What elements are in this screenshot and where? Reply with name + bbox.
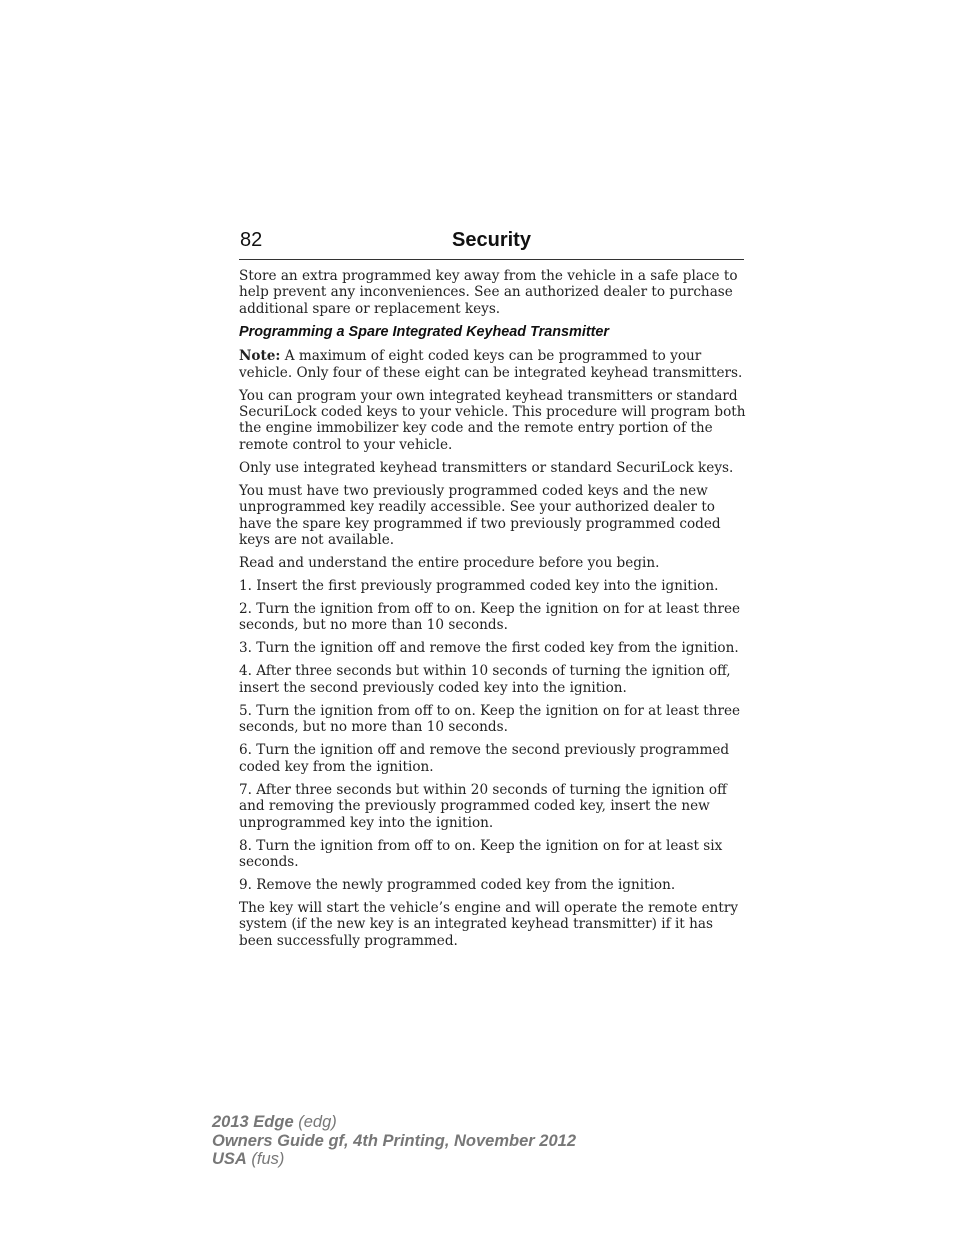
- procedure-step: 5. Turn the ignition from off to on. Keep the ignition on for at least three seconds, but no more than 10 seconds.: [239, 702, 741, 736]
- intro-paragraph: Store an extra programmed key away from the vehicle in a safe place to help prevent any inconveniences. See an authorized dealer to purchase additional spare or replacement keys.: [239, 268, 738, 317]
- page-number: 82: [240, 229, 263, 251]
- body-content: [239, 268, 747, 956]
- page-header: [239, 228, 744, 260]
- body-paragraph: You can program your own integrated keyhead transmitters or standard SecuriLock coded keys to your vehicle. This procedure will program both the engine immobilizer key code and the remote entry portion of the remote control to your vehicle.: [239, 387, 746, 453]
- note-label: Note:: [239, 348, 281, 365]
- procedure-step: 1. Insert the first previously programmed coded key into the ignition.: [239, 578, 719, 595]
- procedure-step: 2. Turn the ignition from off to on. Keep the ignition on for at least three seconds, but no more than 10 seconds.: [239, 601, 741, 634]
- footer-model-code: (edg): [293, 1113, 337, 1131]
- procedure-step: 9. Remove the newly programmed coded key from the ignition.: [239, 876, 676, 893]
- subheading: Programming a Spare Integrated Keyhead Transmitter: [239, 324, 610, 341]
- footer-model: 2013 Edge: [212, 1113, 294, 1131]
- footer-market: USA: [212, 1150, 247, 1169]
- closing-paragraph: The key will start the vehicle’s engine and will operate the remote entry system (if the new key is an integrated keyhead transmitter) if it has been successfully programmed.: [239, 899, 739, 949]
- footer-line-market: [212, 1150, 576, 1169]
- footer-market-code: (fus): [246, 1150, 285, 1169]
- body-paragraph: Only use integrated keyhead transmitters or standard SecuriLock keys.: [239, 459, 734, 476]
- procedure-step: 6. Turn the ignition off and remove the second previously programmed coded key from the ignition.: [239, 742, 730, 775]
- procedure-step: 8. Turn the ignition from off to on. Keep the ignition on for at least six seconds.: [239, 837, 723, 870]
- procedure-step: 3. Turn the ignition off and remove the first coded key from the ignition.: [239, 640, 739, 657]
- footer-line-guide: Owners Guide gf, 4th Printing, November 2012: [212, 1131, 576, 1150]
- body-paragraph: Read and understand the entire procedure before you begin.: [239, 555, 660, 572]
- page-footer: [212, 1113, 576, 1169]
- body-paragraph: You must have two previously programmed coded keys and the new unprogrammed key readily accessible. See your authorized dealer to have the spare key programmed if two previously programmed coded keys are not available.: [239, 482, 721, 549]
- procedure-step: 4. After three seconds but within 10 seconds of turning the ignition off, insert the second previously coded key into the ignition.: [239, 663, 731, 696]
- note-paragraph: [239, 348, 747, 381]
- footer-line-model: [212, 1113, 576, 1132]
- procedure-step: 7. After three seconds but within 20 seconds of turning the ignition off and removing the previously programmed coded key, insert the new unprogrammed key into the ignition.: [239, 781, 727, 831]
- section-title: Security: [452, 229, 531, 251]
- note-text: A maximum of eight coded keys can be programmed to your vehicle. Only four of these eight can be integrated keyhead transmitters.: [239, 348, 743, 381]
